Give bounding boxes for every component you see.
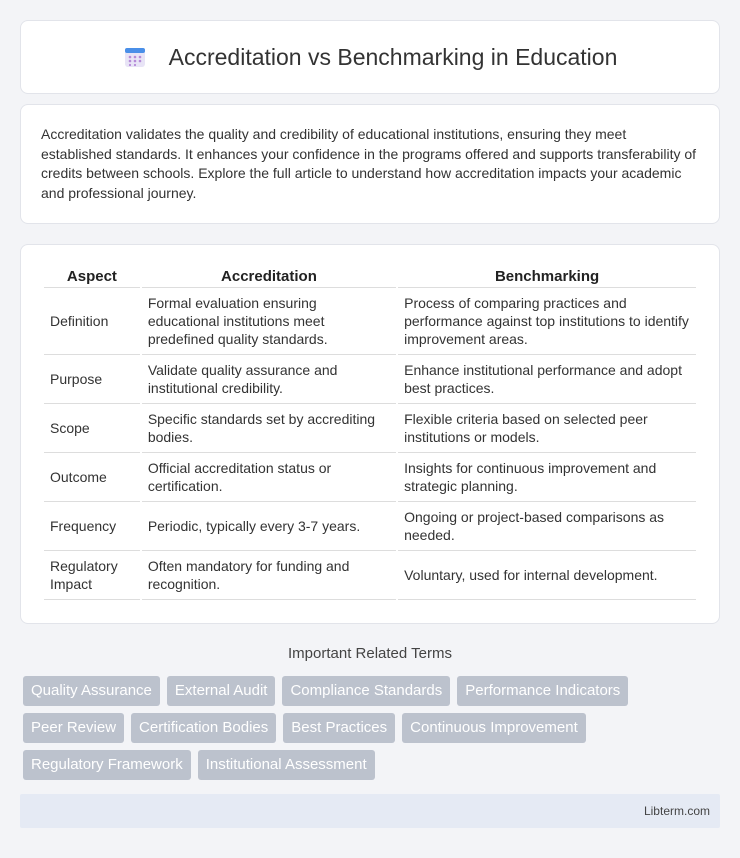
- aspect-cell: Regulatory Impact: [44, 551, 140, 600]
- table-header-row: [44, 265, 696, 288]
- page-title: Accreditation vs Benchmarking in Education: [168, 43, 618, 70]
- related-term-tag[interactable]: Best Practices: [283, 713, 395, 743]
- aspect-cell: Outcome: [44, 453, 140, 502]
- related-term-tag[interactable]: Continuous Improvement: [402, 713, 586, 743]
- table-row: [44, 404, 696, 453]
- related-term-tag[interactable]: External Audit: [167, 676, 276, 706]
- aspect-cell: Scope: [44, 404, 140, 453]
- aspect-cell: Definition: [44, 288, 140, 355]
- related-terms-title: Important Related Terms: [288, 645, 452, 662]
- column-header: Benchmarking: [398, 265, 696, 288]
- column-header: Aspect: [44, 265, 140, 288]
- footer: [20, 794, 720, 828]
- related-term-tag[interactable]: Certification Bodies: [131, 713, 276, 743]
- related-term-tag[interactable]: Performance Indicators: [457, 676, 628, 706]
- aspect-cell: Purpose: [44, 355, 140, 404]
- accreditation-cell: Validate quality assurance and institutional credibility.: [142, 355, 396, 404]
- aspect-cell: Frequency: [44, 502, 140, 551]
- accreditation-cell: Periodic, typically every 3-7 years.: [142, 502, 396, 551]
- benchmarking-cell: Voluntary, used for internal development.: [398, 551, 696, 600]
- footer-site-link[interactable]: Libterm.com: [643, 804, 710, 818]
- related-term-tag[interactable]: Quality Assurance: [23, 676, 160, 706]
- table-row: [44, 355, 696, 404]
- accreditation-cell: Formal evaluation ensuring educational institutions meet predefined quality standards.: [142, 288, 396, 355]
- accreditation-cell: Often mandatory for funding and recognition.: [142, 551, 396, 600]
- accreditation-cell: Specific standards set by accrediting bodies.: [142, 404, 396, 453]
- table-row: [44, 551, 696, 600]
- related-term-tag[interactable]: Compliance Standards: [282, 676, 450, 706]
- calendar-icon: [123, 45, 147, 69]
- intro-card: [20, 104, 720, 224]
- related-term-tag[interactable]: Peer Review: [23, 713, 124, 743]
- intro-text: Accreditation validates the quality and credibility of educational institutions, ensuring they meet established standards. It enhances your confidence in the programs offered and supports transferability of credits between schools. Explore the full article to understand how accreditation impacts your academic and professional journey.: [41, 126, 697, 201]
- column-header: Accreditation: [142, 265, 396, 288]
- comparison-table-card: [20, 244, 720, 624]
- related-terms-list: [23, 676, 723, 780]
- benchmarking-cell: Flexible criteria based on selected peer institutions or models.: [398, 404, 696, 453]
- comparison-table: [42, 265, 698, 600]
- table-row: [44, 288, 696, 355]
- table-row: [44, 502, 696, 551]
- benchmarking-cell: Process of comparing practices and performance against top institutions to identify improvement areas.: [398, 288, 696, 355]
- benchmarking-cell: Enhance institutional performance and adopt best practices.: [398, 355, 696, 404]
- related-term-tag[interactable]: Institutional Assessment: [198, 750, 375, 780]
- benchmarking-cell: Insights for continuous improvement and strategic planning.: [398, 453, 696, 502]
- related-term-tag[interactable]: Regulatory Framework: [23, 750, 191, 780]
- benchmarking-cell: Ongoing or project-based comparisons as needed.: [398, 502, 696, 551]
- table-row: [44, 453, 696, 502]
- accreditation-cell: Official accreditation status or certification.: [142, 453, 396, 502]
- header-card: [20, 20, 720, 94]
